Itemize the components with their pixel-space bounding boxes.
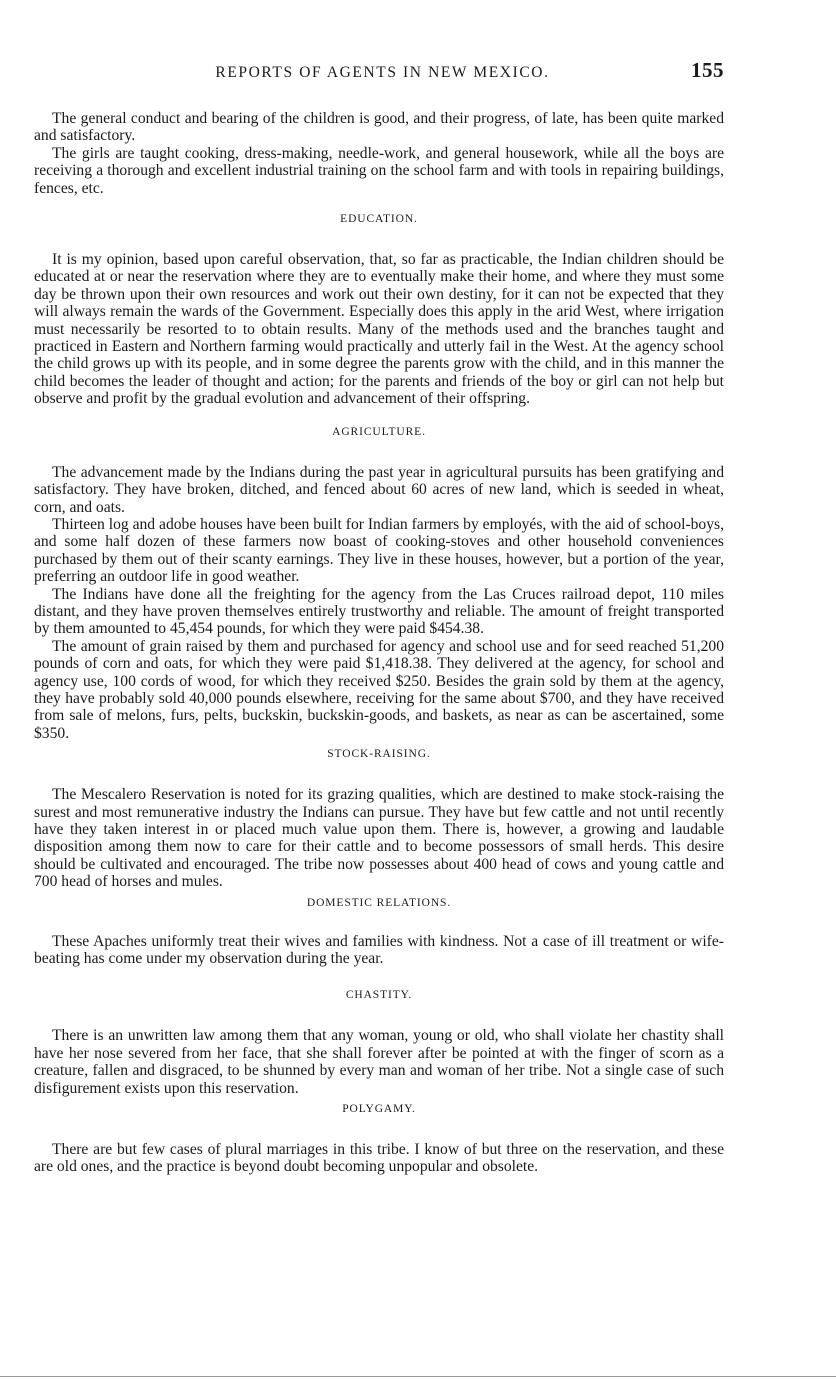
paragraph: The general conduct and bearing of the children is good, and their progress, of late, has been quite marked and satisfactory.	[34, 110, 724, 145]
chastity-section	[34, 989, 724, 1097]
page-bottom-edge	[0, 1376, 836, 1377]
document-page	[34, 58, 724, 1176]
paragraph: There is an unwritten law among them that any woman, young or old, who shall violate her chastity shall have her nose severed from her face, that she shall forever after be pointed at with the finger of scorn as a creature, fallen and disgraced, to be shunned by every man and woman of her tribe. Not a single case of such disfigurement exists upon this reservation.	[34, 1027, 724, 1097]
page-number: 155	[691, 58, 724, 82]
education-section	[34, 213, 724, 408]
stock-raising-section	[34, 748, 724, 890]
intro-section	[34, 110, 724, 197]
paragraph: The amount of grain raised by them and purchased for agency and school use and for seed reached 51,200 pounds of corn and oats, for which they were paid $1,418.38. They delivered at the agency, for school and agency use, 100 cords of wood, for which they received $250. Besides the grain sold by them at the agency, they have probably sold 40,000 pounds elsewhere, receiving for the same about $700, and they have received from sale of melons, furs, pelts, buckskin, buckskin-goods, and baskets, as near as can be ascertained, some $350.	[34, 637, 724, 742]
running-header	[34, 58, 724, 96]
paragraph: Thirteen log and adobe houses have been built for Indian farmers by employés, with the aid of school-boys, and some half dozen of these farmers now boast of cooking-stoves and other household conveniences purchased by them out of their scanty earnings. They live in these houses, however, but a portion of the year, preferring an outdoor life in good weather.	[34, 515, 724, 586]
section-heading: CHASTITY.	[345, 989, 413, 1002]
paragraph: There are but few cases of plural marriages in this tribe. I know of but three on the reservation, and these are old ones, and the practice is beyond doubt becoming unpopular and obsolete.	[34, 1141, 724, 1176]
paragraph: The advancement made by the Indians during the past year in agricultural pursuits has been gratifying and satisfactory. They have broken, ditched, and fenced about 60 acres of new land, which is seeded in wheat, corn, and oats.	[34, 463, 724, 516]
domestic-relations-section	[34, 897, 724, 968]
running-title: REPORTS OF AGENTS IN NEW MEXICO.	[215, 64, 550, 81]
paragraph: It is my opinion, based upon careful observation, that, so far as practicable, the Indian children should be educated at or near the reservation where they are to eventually make their home, and where they must some day be thrown upon their own resources and work out their own destiny, for it can not be expected that they will always remain the wards of the Government. Especially does this apply in the arid West, where irrigation must necessarily be resorted to to obtain results. Many of the methods used and the branches taught and practiced in Eastern and Northern farming would practically and utterly fail in the West. At the agency school the child grows up with its people, and in some degree the parents grow with the child, and in this manner the child becomes the leader of thought and action; for the parents and friends of the boy or girl can not help but observe and profit by the gradual evolution and advancement of their offspring.	[34, 251, 724, 408]
section-heading: POLYGAMY.	[342, 1103, 416, 1116]
paragraph: The Indians have done all the freighting for the agency from the Las Cruces railroad depot, 110 miles distant, and they have proven themselves entirely trustworthy and reliable. The amount of freight transported by them amounted to 45,454 pounds, for which they were paid $454.38.	[34, 585, 724, 638]
paragraph: The girls are taught cooking, dress-making, needle-work, and general housework, while all the boys are receiving a thorough and excellent industrial training on the school farm and with tools in repairing buildings, fences, etc.	[34, 144, 724, 197]
section-heading: DOMESTIC RELATIONS.	[306, 896, 452, 909]
section-heading: STOCK-RAISING.	[327, 748, 431, 761]
agriculture-section	[34, 426, 724, 743]
section-heading: AGRICULTURE.	[332, 425, 426, 438]
paragraph: The Mescalero Reservation is noted for its grazing qualities, which are destined to make stock-raising the surest and most remunerative industry the Indians can pursue. They have but few cattle and not until recently have they taken interest in or placed much value upon them. There is, however, a growing and laudable disposition among them now to care for their cattle and to become possessors of small herds. This desire should be cultivated and encouraged. The tribe now possesses about 400 head of cows and young cattle and 700 head of horses and mules.	[34, 786, 724, 891]
paragraph: These Apaches uniformly treat their wives and families with kindness. Not a case of ill treatment or wife-beating has come under my observation during the year.	[34, 932, 724, 968]
polygamy-section	[34, 1103, 724, 1176]
section-heading: EDUCATION.	[340, 213, 418, 226]
